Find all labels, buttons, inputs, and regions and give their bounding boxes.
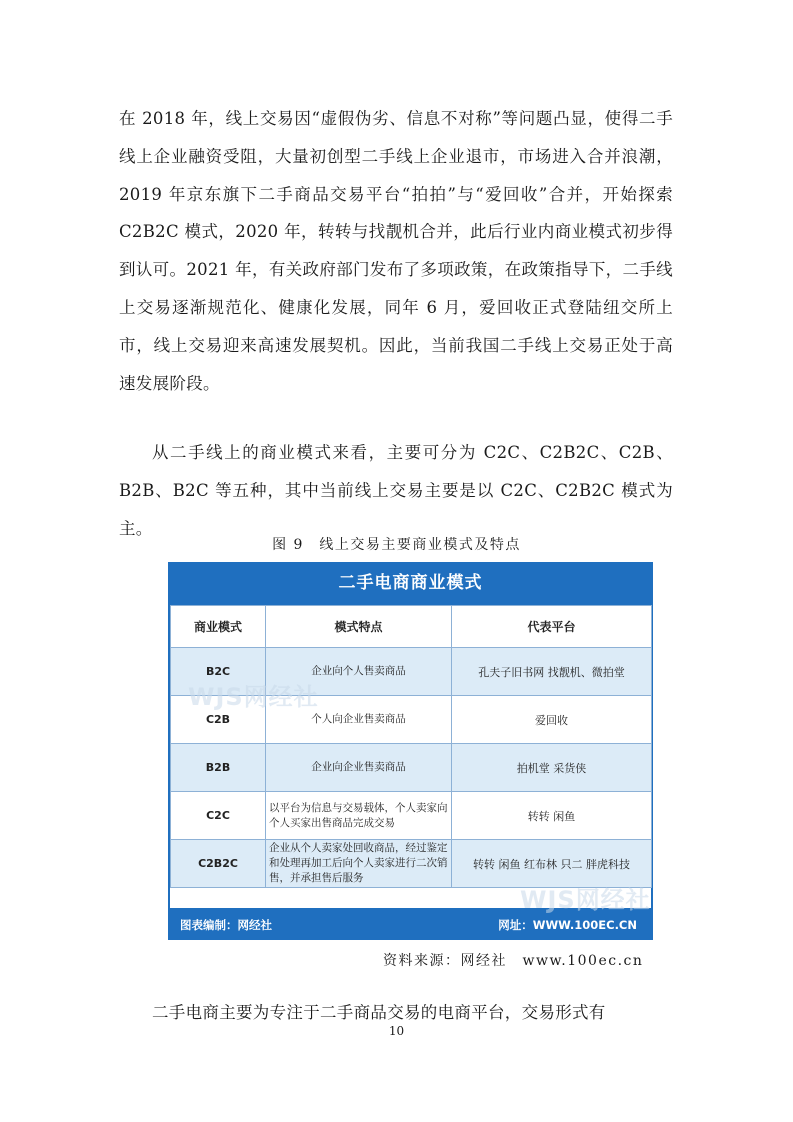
header-mode: 商业模式 [171,606,266,648]
row-mode: C2B2C [171,840,266,888]
figure-credit: 图表编制：网经社 [180,918,272,932]
watermark-logo: WJS网经社 [188,683,319,711]
data-source: 资料来源：网经社 www.100ec.cn [383,953,644,969]
table-header-row [171,606,652,648]
row-platforms: 孔夫子旧书网 找靓机、微拍堂 [452,648,652,696]
row-feature: 个人向企业售卖商品 [266,696,452,744]
table-row [171,744,652,792]
table-row [171,792,652,840]
figure-website: 网址：WWW.100EC.CN [498,918,637,932]
paragraph-secondhand-ecommerce: 二手电商主要为专注于二手商品交易的电商平台，交易形式有 [152,1003,606,1022]
page-number: 10 [388,1024,405,1038]
row-platforms: 拍机堂 采货侠 [452,744,652,792]
row-feature: 以平台为信息与交易载体，个人卖家向个人买家出售商品完成交易 [266,792,452,840]
row-feature: 企业从个人卖家处回收商品，经过鉴定和处理再加工后向个人卖家进行二次销售，并承担售后服务 [266,840,452,888]
row-platforms: 转转 闲鱼 [452,792,652,840]
row-feature: 企业向个人售卖商品 [266,648,452,696]
figure-caption: 图 9 线上交易主要商业模式及特点 [272,537,521,553]
business-model-figure [168,562,653,940]
header-feature: 模式特点 [266,606,452,648]
row-mode: B2B [171,744,266,792]
business-model-table-wrap [170,605,651,914]
row-mode: B2C [171,648,266,696]
paragraph-business-models: 从二手线上的商业模式来看，主要可分为 C2C、C2B2C、C2B、B2B、B2C 等五种，其中当前线上交易主要是以 C2C、C2B2C 模式为主。 [119,443,673,538]
header-platforms: 代表平台 [452,606,652,648]
watermark-logo: WJS网经社 [520,886,651,914]
row-mode: C2C [171,792,266,840]
paragraph-intro: 在 2018 年，线上交易因“虚假伪劣、信息不对称”等问题凸显，使得二手线上企业融资受阻，大量初创型二手线上企业退市，市场进入合并浪潮，2019 年京东旗下二手商品交易平台“拍拍”与“爱回收”合并，开始探索 C2B2C 模式，2020 年，转转与找靓机合并，此后行业内商业模式初步得到认可。2021 年，有关政府部门发布了多项政策，在政策指导下，二手线上交易逐渐规范化、健康化发展，同年 6 月，爱回收正式登陆纽交所上市，线上交易迎来高速发展契机。因此，当前我国二手线上交易正处于高速发展阶段。 [119,109,673,393]
row-platforms: 转转 闲鱼 红布林 只二 胖虎科技 [452,840,652,888]
row-mode: C2B [171,696,266,744]
figure-footer [168,908,653,940]
row-feature: 企业向企业售卖商品 [266,744,452,792]
figure-title: 二手电商商业模式 [338,573,483,593]
business-model-table [170,605,652,888]
row-platforms: 爱回收 [452,696,652,744]
